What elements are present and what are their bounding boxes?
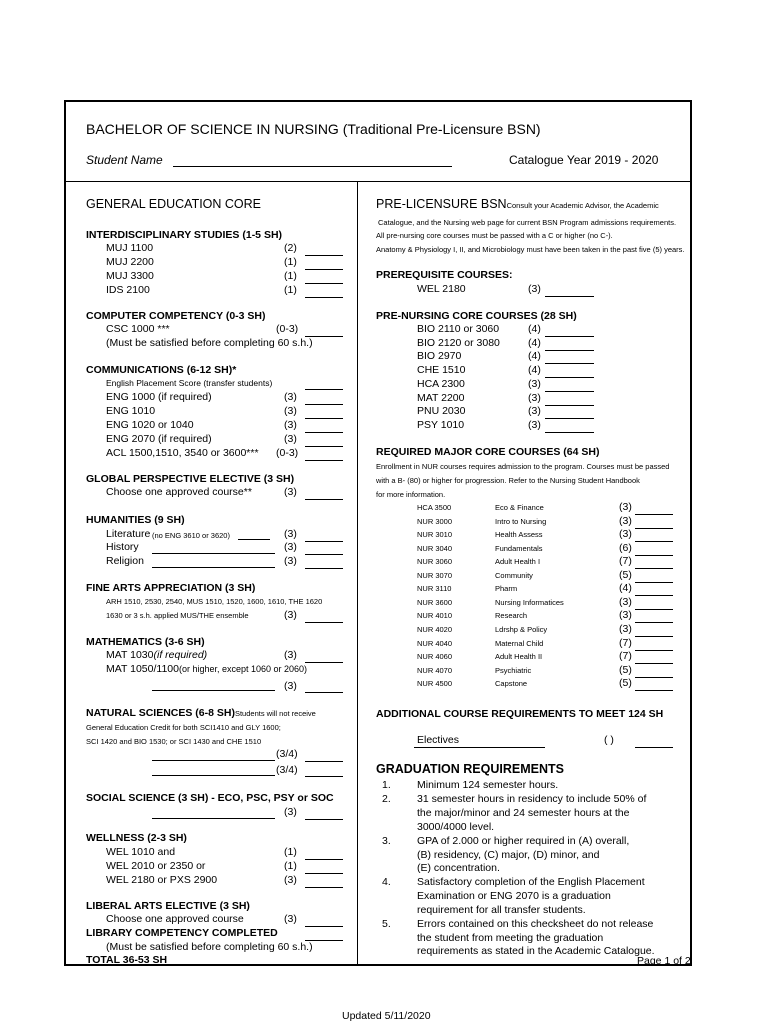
course-name: Psychiatric (495, 665, 532, 675)
placement-score-label: English Placement Score (transfer students) (106, 378, 273, 388)
math-row1 (106, 649, 207, 661)
column-divider (357, 181, 358, 966)
grade-blank[interactable] (635, 595, 673, 596)
fine-arts-grade-blank[interactable] (305, 622, 343, 623)
grade-blank[interactable] (635, 690, 673, 691)
social-course-blank[interactable] (152, 818, 275, 819)
religion-sh: (3) (284, 555, 297, 567)
grade-blank[interactable] (545, 363, 594, 364)
communications-heading: COMMUNICATIONS (6-12 SH)* (86, 364, 237, 376)
natural-line1: General Education Credit for both SCI1410 and GLY 1600; (86, 723, 281, 732)
list-number: 4. (382, 876, 391, 889)
course-name: Maternal Child (495, 638, 544, 648)
course-code: NUR 4060 (417, 652, 453, 662)
grade-blank[interactable] (305, 859, 343, 860)
natural-grade2-blank[interactable] (305, 776, 343, 777)
natural-heading-text: NATURAL SCIENCES (6-8 SH) (86, 707, 235, 719)
list-item-line: (E) concentration. (417, 862, 500, 875)
liberal-course: Choose one approved course (106, 913, 244, 925)
course-label: PSY 1010 (417, 418, 465, 431)
course-label: IDS 2100 (106, 284, 150, 296)
course-name: Ldrshp & Policy (495, 624, 548, 634)
course-label: PNU 2030 (417, 405, 466, 418)
prereq-sh: (3) (528, 283, 541, 295)
major-note3: for more information. (376, 490, 446, 499)
math-row2-course: MAT 1050/1100 (106, 663, 179, 675)
credit-hours: (1) (284, 284, 297, 296)
credit-hours: (3) (528, 418, 541, 431)
prereq-grade-blank[interactable] (545, 296, 594, 297)
literature-grade-blank[interactable] (305, 541, 343, 542)
list-item-line: Satisfactory completion of the English Placement (417, 876, 645, 889)
updated-date: Updated 5/11/2020 (342, 1010, 431, 1022)
additional-heading: ADDITIONAL COURSE REQUIREMENTS TO MEET 124 SH (376, 708, 664, 720)
list-number: 2. (382, 793, 391, 806)
grade-blank[interactable] (635, 582, 673, 583)
credit-hours: (3) (284, 391, 297, 403)
student-name-label: Student Name (86, 153, 163, 167)
grade-blank[interactable] (635, 541, 673, 542)
credit-hours: (3) (619, 609, 632, 622)
math-row1-note: (if required) (153, 649, 208, 661)
history-sh: (3) (284, 541, 297, 553)
course-code: NUR 3060 (417, 557, 453, 567)
page-number: Page 1 of 2 (637, 955, 691, 967)
credit-hours: (6) (619, 541, 632, 554)
religion-label: Religion (106, 555, 144, 567)
course-code: NUR 4070 (417, 665, 453, 675)
credit-hours: (2) (284, 242, 297, 254)
list-item-line: requirement for all transfer students. (417, 903, 586, 916)
course-label: WEL 1010 and (106, 846, 176, 858)
liberal-arts-heading: LIBERAL ARTS ELECTIVE (3 SH) (86, 900, 250, 912)
course-code: NUR 3600 (417, 597, 453, 607)
religion-course-blank[interactable] (152, 567, 275, 568)
computer-heading: COMPUTER COMPETENCY (0-3 SH) (86, 310, 266, 322)
credit-hours: (1) (284, 256, 297, 268)
header-divider (64, 181, 692, 182)
pre-licensure-heading-text: PRE-LICENSURE BSN (376, 197, 507, 211)
grade-blank[interactable] (305, 432, 343, 433)
credit-hours: (5) (619, 677, 632, 690)
list-number: 5. (382, 918, 391, 930)
list-item-line: 31 semester hours in residency to include 50% of (417, 793, 647, 806)
natural-sciences-heading (86, 707, 316, 719)
pre-licensure-note2: Catalogue, and the Nursing web page for current BSN Program admissions requirements. (378, 218, 677, 227)
placement-score-blank[interactable] (305, 389, 343, 390)
graduation-heading: GRADUATION REQUIREMENTS (376, 762, 564, 776)
course-code: NUR 4020 (417, 624, 453, 634)
social-sh: (3) (284, 806, 297, 818)
course-name: Adult Health I (495, 557, 541, 567)
natural-grade1-blank[interactable] (305, 761, 343, 762)
list-item-line: the student from meeting the graduation (417, 931, 604, 944)
credit-hours: (3) (528, 391, 541, 404)
credit-hours: (3) (619, 528, 632, 541)
grade-blank[interactable] (635, 663, 673, 664)
course-label: MAT 2200 (417, 391, 465, 404)
grade-blank[interactable] (305, 283, 343, 284)
humanities-heading: HUMANITIES (9 SH) (86, 514, 185, 526)
credit-hours: (4) (528, 350, 541, 363)
grade-blank[interactable] (305, 460, 343, 461)
grade-blank[interactable] (305, 404, 343, 405)
grade-blank[interactable] (545, 391, 594, 392)
credit-hours: (5) (619, 663, 632, 676)
grade-blank[interactable] (635, 514, 673, 515)
credit-hours: (3) (619, 501, 632, 513)
student-name-field[interactable] (173, 166, 452, 167)
computer-note: (Must be satisfied before completing 60 s.h.) (106, 337, 313, 349)
credit-hours: (7) (619, 650, 632, 663)
major-note2: with a B- (80) or higher for progression. Refer to the Nursing Student Handbook (376, 476, 640, 485)
course-name: Intro to Nursing (495, 516, 547, 526)
library-note: (Must be satisfied before completing 60 s.h.) (106, 941, 313, 953)
pre-licensure-note3: All pre-nursing core courses must be passed with a C or higher (no C-). (376, 231, 613, 240)
credit-hours: (4) (528, 336, 541, 349)
mathematics-heading: MATHEMATICS (3-6 SH) (86, 636, 205, 648)
math-row2 (106, 663, 307, 675)
grade-blank[interactable] (545, 336, 594, 337)
course-code: NUR 3070 (417, 570, 453, 580)
grade-blank[interactable] (635, 677, 673, 678)
grade-blank[interactable] (545, 377, 594, 378)
course-name: Eco & Finance (495, 503, 544, 512)
course-label: HCA 2300 (417, 377, 465, 390)
math-course-blank[interactable] (152, 690, 275, 691)
credit-hours: (3) (619, 595, 632, 608)
credit-hours: (7) (619, 636, 632, 649)
religion-grade-blank[interactable] (305, 568, 343, 569)
grade-blank[interactable] (635, 622, 673, 623)
course-code: NUR 4040 (417, 638, 453, 648)
course-code: NUR 3110 (417, 584, 452, 594)
course-name: Research (495, 611, 528, 621)
liberal-sh: (3) (284, 913, 297, 925)
list-item-line: GPA of 2.000 or higher required in (A) overall, (417, 834, 630, 847)
grade-blank[interactable] (545, 350, 594, 351)
fine-arts-sh: (3) (284, 609, 297, 621)
catalogue-year: Catalogue Year 2019 - 2020 (509, 153, 659, 167)
electives-sh: ( ) (604, 734, 614, 746)
course-label: ENG 1010 (106, 405, 156, 417)
credit-hours: (3) (528, 405, 541, 418)
course-label: ENG 1020 or 1040 (106, 419, 194, 431)
course-name: Capstone (495, 679, 528, 689)
prerequisite-heading: PREREQUISITE COURSES: (376, 269, 513, 281)
list-number: 3. (382, 834, 391, 847)
grade-blank[interactable] (305, 446, 343, 447)
natural-sh-1: (3/4) (276, 748, 298, 760)
grade-blank[interactable] (635, 636, 673, 637)
global-heading: GLOBAL PERSPECTIVE ELECTIVE (3 SH) (86, 473, 295, 485)
math-row1-grade-blank[interactable] (305, 662, 343, 663)
grade-blank[interactable] (305, 269, 343, 270)
natural-course1-blank[interactable] (152, 760, 275, 761)
electives-blank[interactable] (414, 747, 545, 748)
computer-course: CSC 1000 *** (106, 323, 170, 335)
math-row2-note: (or higher, except 1060 or 2060) (178, 664, 308, 674)
grade-blank[interactable] (635, 555, 673, 556)
course-label: BIO 2120 or 3080 (417, 336, 500, 349)
course-label: WEL 2010 or 2350 or (106, 860, 206, 872)
grade-blank[interactable] (635, 650, 673, 651)
course-name: Pharm (495, 584, 518, 594)
credit-hours: (0-3) (276, 447, 299, 459)
major-note1: Enrollment in NUR courses requires admission to the program. Courses must be passed (376, 462, 670, 471)
credit-hours: (1) (284, 846, 297, 858)
credit-hours: (4) (619, 582, 632, 595)
prereq-course: WEL 2180 (417, 283, 466, 295)
credit-hours: (1) (284, 270, 297, 282)
major-core-heading: REQUIRED MAJOR CORE COURSES (64 SH) (376, 446, 600, 458)
grade-blank[interactable] (545, 432, 594, 433)
course-label: WEL 2180 or PXS 2900 (106, 874, 218, 886)
gen-ed-heading: GENERAL EDUCATION CORE (86, 197, 262, 211)
grade-blank[interactable] (305, 887, 343, 888)
course-name: Fundamentals (495, 543, 543, 553)
math-row3-grade-blank[interactable] (305, 692, 343, 693)
course-code: NUR 3010 (417, 530, 453, 540)
list-item-line: Errors contained on this checksheet do not release (417, 918, 654, 930)
credit-hours: (4) (528, 364, 541, 377)
global-course: Choose one approved course** (106, 486, 252, 498)
course-code: NUR 4500 (417, 679, 453, 689)
course-label: MUJ 3300 (106, 270, 154, 282)
global-grade-blank[interactable] (305, 499, 343, 500)
course-label: BIO 2110 or 3060 (417, 323, 500, 335)
credit-hours: (7) (619, 555, 632, 568)
grade-blank[interactable] (305, 255, 343, 256)
natural-course2-blank[interactable] (152, 775, 275, 776)
credit-hours: (3) (619, 622, 632, 635)
grade-blank[interactable] (635, 568, 673, 569)
grade-blank[interactable] (305, 873, 343, 874)
wellness-heading: WELLNESS (2-3 SH) (86, 832, 187, 844)
credit-hours: (3) (619, 514, 632, 527)
course-label: CHE 1510 (417, 364, 466, 377)
fine-arts-line2: 1630 or 3 s.h. applied MUS/THE ensemble (106, 611, 249, 620)
history-grade-blank[interactable] (305, 554, 343, 555)
math-row1-course: MAT 1030 (106, 649, 154, 661)
credit-hours: (3) (284, 405, 297, 417)
interdisciplinary-heading: INTERDISCIPLINARY STUDIES (1-5 SH) (86, 229, 283, 241)
history-course-blank[interactable] (152, 553, 275, 554)
list-item-line: the major/minor and 24 semester hours at the (417, 806, 630, 819)
course-name: Adult Health II (495, 652, 543, 662)
credit-hours: (3) (284, 433, 297, 445)
credit-hours: (3) (284, 419, 297, 431)
credit-hours: (5) (619, 568, 632, 581)
course-name: Community (495, 570, 533, 580)
literature-course-blank[interactable] (238, 539, 270, 540)
page-title: BACHELOR OF SCIENCE IN NURSING (Traditional Pre-Licensure BSN) (86, 121, 541, 137)
list-item-line: Examination or ENG 2070 is a graduation (417, 890, 611, 903)
electives-label: Electives (417, 734, 460, 746)
credit-hours: (3) (284, 874, 297, 886)
grade-blank[interactable] (305, 297, 343, 298)
grade-blank[interactable] (305, 418, 343, 419)
course-code: NUR 3040 (417, 543, 453, 553)
course-code: HCA 3500 (417, 503, 452, 512)
math-row1-sh: (3) (284, 649, 297, 661)
list-item-line: Minimum 124 semester hours. (417, 779, 559, 791)
social-grade-blank[interactable] (305, 819, 343, 820)
credit-hours: (1) (284, 860, 297, 872)
course-code: NUR 3000 (417, 516, 453, 526)
list-item-line: requirements as stated in the Academic Catalogue. (417, 945, 655, 958)
course-label: ACL 1500,1510, 3540 or 3600*** (106, 447, 259, 459)
social-science-heading: SOCIAL SCIENCE (3 SH) - ECO, PSC, PSY or SOC (86, 792, 334, 804)
course-label: ENG 2070 (if required) (106, 433, 212, 445)
literature-sh: (3) (284, 528, 297, 540)
list-item-line: 3000/4000 level. (417, 820, 495, 833)
pre-licensure-note1: Consult your Academic Advisor, the Academic (506, 201, 659, 210)
natural-line2: SCI 1420 and BIO 1530; or SCI 1430 and CHE 1510 (86, 737, 262, 746)
list-item-line: (B) residency, (C) major, (D) minor, and (417, 848, 600, 861)
pre-licensure-heading (376, 197, 659, 211)
fine-arts-line1: ARH 1510, 2530, 2540, MUS 1510, 1520, 1600, 1610, THE 1620 (106, 597, 323, 606)
grade-blank[interactable] (545, 405, 594, 406)
literature-note: (no ENG 3610 or 3620) (152, 531, 230, 540)
pre-nursing-heading: PRE-NURSING CORE COURSES (28 SH) (376, 310, 577, 322)
literature-label: Literature (106, 528, 151, 540)
course-label: ENG 1000 (if required) (106, 391, 212, 403)
course-label: MUJ 1100 (106, 242, 154, 254)
math-row3-sh: (3) (284, 680, 297, 692)
natural-sh-2: (3/4) (276, 764, 298, 776)
course-label: MUJ 2200 (106, 256, 154, 268)
course-name: Nursing Informatices (495, 597, 564, 607)
pre-licensure-note4: Anatomy & Physiology I, II, and Microbiology must have been taken in the past five (5) years. (376, 245, 685, 254)
liberal-grade-blank[interactable] (305, 926, 343, 927)
list-number: 1. (382, 779, 391, 791)
course-code: NUR 4010 (417, 611, 453, 621)
credit-hours: (3) (528, 377, 541, 390)
computer-sh: (0-3) (276, 323, 299, 335)
grade-blank[interactable] (635, 528, 673, 529)
natural-heading-note: Students will not receive (234, 709, 316, 718)
course-label: BIO 2970 (417, 350, 462, 363)
total-sh: TOTAL 36-53 SH (86, 954, 168, 966)
credit-hours: (4) (528, 323, 541, 335)
electives-grade-blank[interactable] (635, 747, 673, 748)
fine-arts-heading: FINE ARTS APPRECIATION (3 SH) (86, 582, 256, 594)
library-heading: LIBRARY COMPETENCY COMPLETED (86, 927, 278, 939)
history-label: History (106, 541, 139, 553)
global-sh: (3) (284, 486, 297, 498)
grade-blank[interactable] (635, 609, 673, 610)
course-name: Health Assess (495, 530, 543, 540)
grade-blank[interactable] (545, 418, 594, 419)
